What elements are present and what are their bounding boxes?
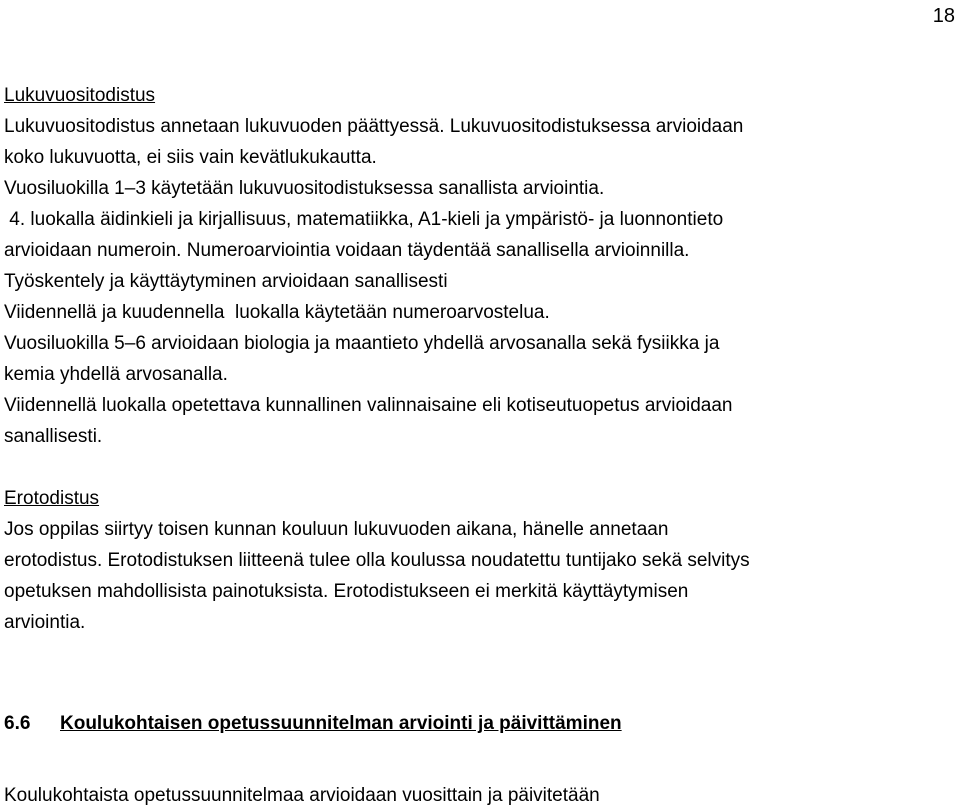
paragraph-line: arviointia. — [4, 612, 86, 633]
paragraph-line: Viidennellä ja kuudennella luokalla käytetään numeroarvostelua. — [4, 302, 550, 323]
spacer — [4, 452, 954, 483]
paragraph-line: kemia yhdellä arvosanalla. — [4, 364, 228, 385]
section-title-lukuvuositodistus: Lukuvuositodistus — [4, 85, 156, 106]
paragraph-line: Jos oppilas siirtyy toisen kunnan kouluun lukuvuoden aikana, hänelle annetaan — [4, 519, 669, 540]
section-heading-6-6 — [4, 708, 622, 739]
paragraph-line: Vuosiluokilla 1–3 käytetään lukuvuositodistuksessa sanallista arviointia. — [4, 178, 605, 199]
paragraph-line: Vuosiluokilla 5–6 arvioidaan biologia ja maantieto yhdellä arvosanalla sekä fysiikka ja — [4, 333, 720, 354]
document-body — [4, 80, 954, 638]
paragraph-line: koko lukuvuotta, ei siis vain kevätlukukautta. — [4, 147, 377, 168]
paragraph-line: opetuksen mahdollisista painotuksista. Erotodistukseen ei merkitä käyttäytymisen — [4, 581, 689, 602]
paragraph-line: erotodistus. Erotodistuksen liitteenä tulee olla koulussa noudatettu tuntijako sekä selvitys — [4, 550, 750, 571]
paragraph-line: Lukuvuositodistus annetaan lukuvuoden päättyessä. Lukuvuositodistuksessa arvioidaan — [4, 116, 744, 137]
page-number: 18 — [932, 5, 955, 27]
paragraph-line: Työskentely ja käyttäytyminen arvioidaan sanallisesti — [4, 271, 448, 292]
paragraph-line: arvioidaan numeroin. Numeroarviointia voidaan täydentää sanallisella arvioinnilla. — [4, 240, 690, 261]
section-title-erotodistus: Erotodistus — [4, 488, 100, 509]
section-heading-title: Koulukohtaisen opetussuunnitelman arviointi ja päivittäminen — [60, 713, 622, 734]
section-number: 6.6 — [4, 713, 31, 734]
paragraph-line: 4. luokalla äidinkieli ja kirjallisuus, matematiikka, A1-kieli ja ympäristö- ja luonnontieto — [4, 209, 724, 230]
paragraph-line: sanallisesti. — [4, 426, 103, 447]
paragraph-line: Viidennellä luokalla opetettava kunnallinen valinnaisaine eli kotiseutuopetus arvioidaan — [4, 395, 733, 416]
paragraph-line: Koulukohtaista opetussuunnitelmaa arvioidaan vuosittain ja päivitetään — [4, 785, 600, 806]
